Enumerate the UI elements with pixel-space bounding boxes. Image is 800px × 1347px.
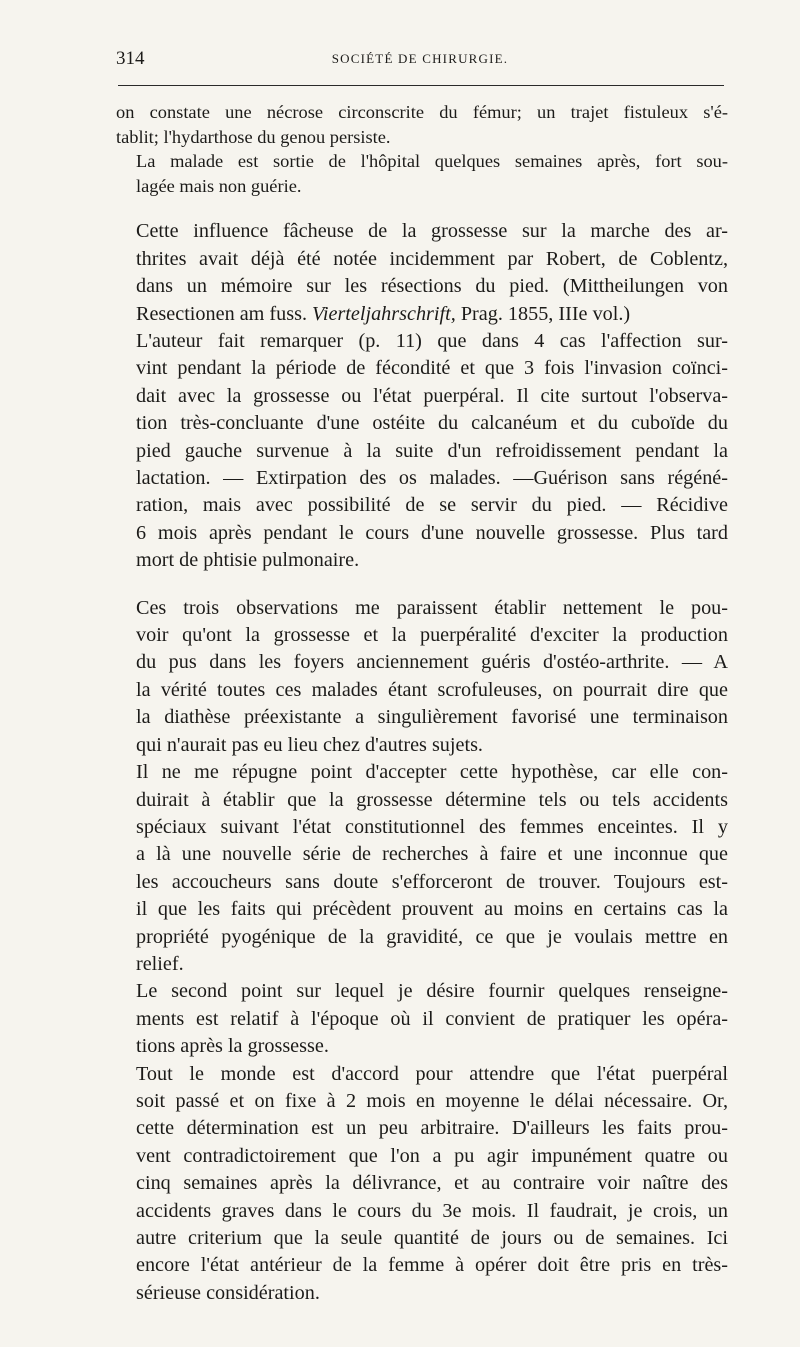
running-title: SOCIÉTÉ DE CHIRURGIE. [331,51,509,66]
header-rule [118,85,724,86]
text-line: spéciaux suivant l'état constitutionnel des femmes enceintes. Il y [136,815,728,838]
text-line: La malade est sortie de l'hôpital quelques semaines après, fort sou- [136,151,728,172]
text-line: lactation. — Extirpation des os malades. —Guérison sans régéné- [136,467,728,490]
text-line: duirait à établir que la grossesse détermine tels ou tels accidents [136,788,728,811]
paragraph [116,759,728,978]
paragraph [116,149,728,198]
paragraph [116,328,728,575]
text-line: Cette influence fâcheuse de la grossesse sur la marche des ar- [136,220,728,243]
text-line: propriété pyogénique de la gravidité, ce que je voulais mettre en [136,925,728,948]
text-line: thrites avait déjà été notée incidemment par Robert, de Coblentz, [136,247,728,270]
text-line: la diathèse préexistante a singulièrement favorisé une terminaison [136,706,728,729]
text-line: Il ne me répugne point d'accepter cette hypothèse, car elle con- [136,761,728,784]
text-line: 6 mois après pendant le cours d'une nouvelle grossesse. Plus tard [136,521,728,544]
text-line: ration, mais avec possibilité de se servir du pied. — Récidive [136,494,728,517]
text-line: sérieuse considération. [136,1281,320,1304]
text-line: ments est relatif à l'époque où il convient de pratiquer les opéra- [136,1007,728,1030]
text-line: voir qu'ont la grossesse et la puerpéralité d'exciter la production [136,624,728,647]
text-line: dans un mémoire sur les résections du pied. (Mittheilungen von [136,275,728,298]
page-header [116,48,724,74]
text-line: Ces trois observations me paraissent établir nettement le pou- [136,596,728,619]
text-line: tion très-concluante d'une ostéite du calcanéum et du cuboïde du [136,412,728,435]
paragraph [116,978,728,1060]
text-line: vint pendant la période de fécondité et que 3 fois l'invasion coïnci- [136,357,728,380]
text-line: encore l'état antérieur de la femme à opérer doit être pris en très- [136,1254,728,1277]
text-line: mort de phtisie pulmonaire. [136,549,360,572]
paragraph [116,595,728,759]
text-line: Le second point sur lequel je désire fournir quelques renseigne- [136,980,728,1003]
text-line: accidents graves dans le cours du 3e mois. Il faudrait, je crois, un [136,1199,728,1222]
text-line: qui n'aurait pas eu lieu chez d'autres sujets. [136,733,483,756]
text-line: autre criterium que la seule quantité de jours ou de semaines. Ici [136,1227,728,1249]
text-line: du pus dans les foyers anciennement guéris d'ostéo-arthrite. — A [136,651,728,674]
text-line: lagée mais non guérie. [136,175,302,196]
paragraph [116,218,728,328]
text-line: tions après la grossesse. [136,1035,329,1058]
text-line: soit passé et on fixe à 2 mois en moyenne le délai nécessaire. Or, [136,1089,728,1112]
text-line: pied gauche survenue à la suite d'un refroidissement pendant la [136,439,728,462]
text-line: on constate une nécrose circonscrite du fémur; un trajet fistuleux s'é- [116,102,728,122]
text-line: Resectionen am fuss. Vierteljahrschrift, Prag. 1855, IIIe vol.) [136,302,631,325]
text-line: dait avec la grossesse ou l'état puerpéral. Il cite surtout l'observa- [136,384,728,407]
text-line: cette détermination est un peu arbitraire. D'ailleurs les faits prou- [136,1117,728,1140]
text-line: a là une nouvelle série de recherches à faire et une inconnue que [136,843,728,866]
text-line: Tout le monde est d'accord pour attendre que l'état puerpéral [136,1062,728,1085]
text-line: les accoucheurs sans doute s'efforceront de trouver. Toujours est- [136,870,728,893]
text-line: il que les faits qui précèdent prouvent au moins en certains cas la [136,898,728,921]
paragraph [116,1061,728,1308]
text-line: vent contradictoirement que l'on a pu agir impunément quatre ou [136,1144,728,1167]
text-line: tablit; l'hydarthose du genou persiste. [116,126,391,147]
text-line: L'auteur fait remarquer (p. 11) que dans 4 cas l'affection sur- [136,330,728,352]
page-body [116,100,728,1307]
journal-title: Vierteljahrschrift, [312,302,456,325]
text-line: cinq semaines après la délivrance, et au contraire voir naître des [136,1172,728,1195]
paragraph [116,100,728,149]
text-line: relief. [136,952,184,975]
text-line: la vérité toutes ces malades étant scrofuleuses, on pourrait dire que [136,678,728,701]
page-number: 314 [116,48,145,69]
